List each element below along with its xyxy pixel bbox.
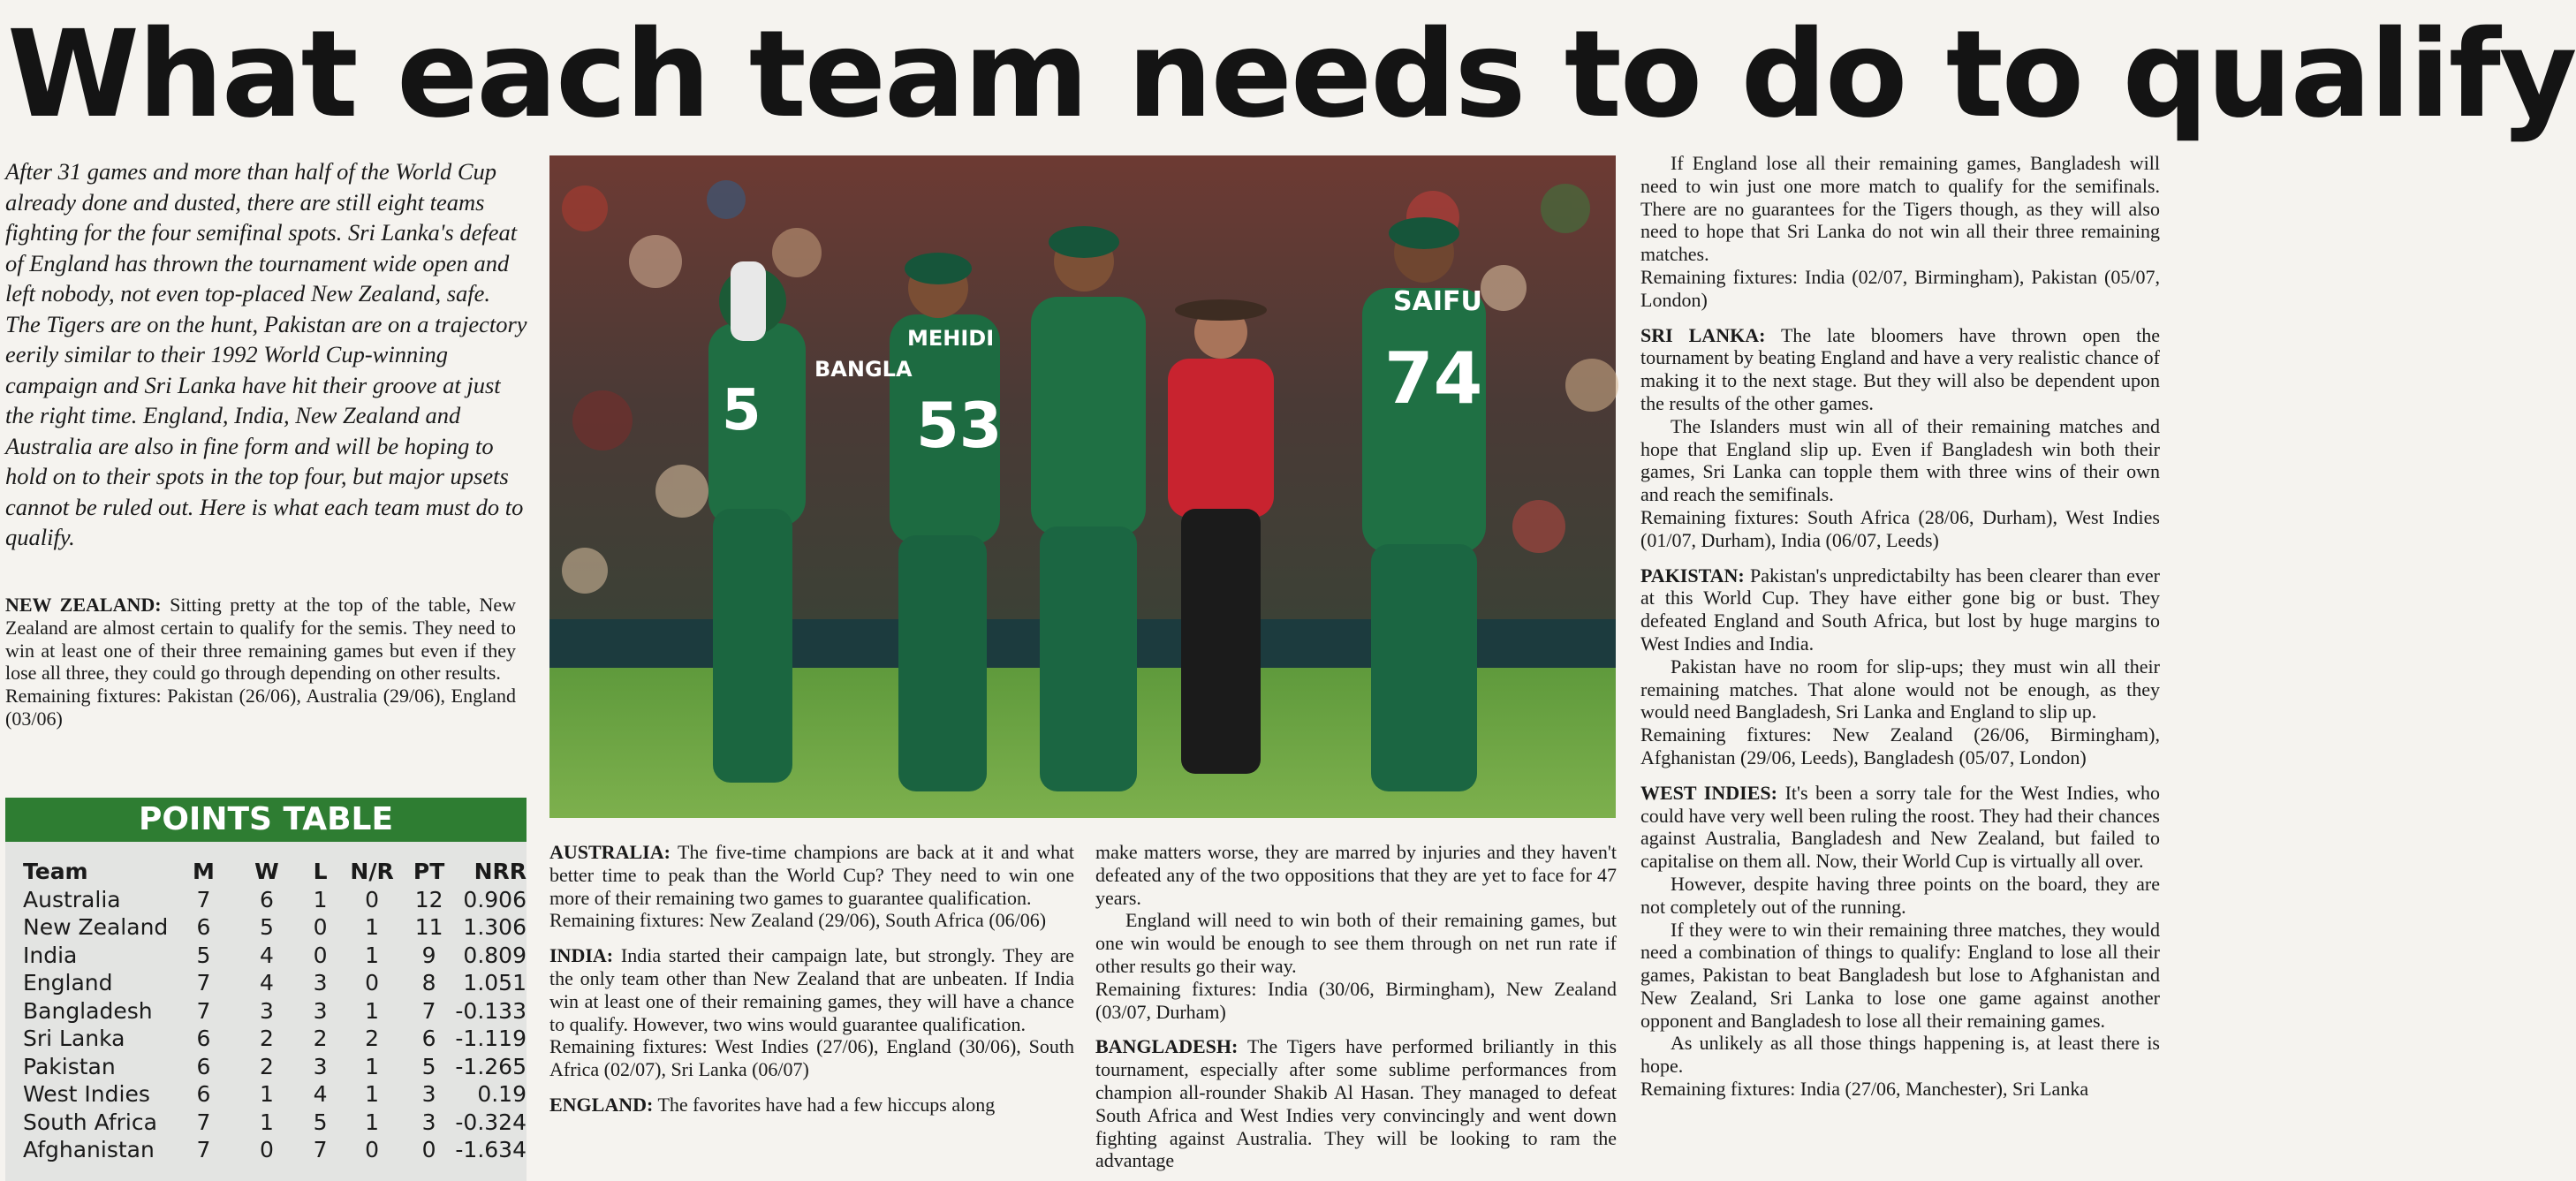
cell-lost: 3 [313,1053,328,1079]
points-table-header-row [23,858,527,886]
cell-points: 9 [421,942,436,968]
england-body: The favorites have had a few hiccups along [657,1093,996,1116]
cell-team: Sri Lanka [23,1026,125,1051]
table-row [23,1136,527,1164]
pakistan-body-2: Pakistan have no room for slip-ups; they must win all their remaining matches. That alone would not be enough, as they would need Bangladesh, Sri Lanka and England to slip up. [1640,655,2160,723]
cell-points: 12 [414,886,443,912]
col-header-lost: L [313,859,328,884]
cell-matches: 7 [196,1137,211,1162]
cell-team: Bangladesh [23,997,153,1024]
cell-won: 1 [259,1109,274,1135]
west-indies-heading: WEST INDIES: [1640,781,1777,804]
pakistan-body: Pakistan's unpredictabilty has been clearer than ever at this World Cup. They have either gone big or bust. They defeated England and South Africa, but lost by huge margins to West Indies and India. [1640,564,2161,655]
table-row [23,913,527,942]
sri-lanka-body: The late bloomers have thrown open the tournament by beating England and have a very realistic chance of making it to the next stage. But they will also be dependent upon the results of the other games. [1640,323,2160,414]
cell-lost: 0 [313,942,328,968]
sri-lanka-heading: SRI LANKA: [1640,323,1766,346]
cell-nrr: -1.119 [455,1026,527,1051]
australia-heading: AUSTRALIA: [549,841,671,863]
new-zealand-body: Sitting pretty at the top of the table, New Zealand are almost certain to qualify for the semis. They need to win at least one of their three remaining games but even if they lose all three, they could go through depending on other results. [5,594,517,685]
table-row [23,969,527,997]
cell-nrr: -1.265 [455,1053,527,1079]
cell-team: England [23,970,113,996]
cell-points: 3 [421,1109,436,1135]
cell-no-result: 0 [365,970,380,996]
west-indies-fixtures: Remaining fixtures: India (27/06, Manchester), Sri Lanka [1640,1078,2089,1101]
bangladesh-body-continued: If England lose all their remaining games, Bangladesh will need to win just one more match to qualify for the semifinals. There are no guarantees for the Tigers though, as they will also need to hope that Sri Lanka do not win all their three remaining matches. [1640,152,2160,266]
sri-lanka-body-2: The Islanders must win all of their remaining matches and hope that England slip up. Even if Bangladesh win both their games, Sri Lanka can topple them with three wins of their own and reach the semifinals. [1640,414,2160,506]
cell-matches: 7 [196,886,211,912]
india-fixtures: Remaining fixtures: West Indies (27/06), England (30/06), South Africa (02/07), Sri Lanka (06/07) [549,1035,1074,1081]
cell-matches: 7 [196,1109,211,1135]
table-row [23,1109,527,1137]
new-zealand-section [5,594,516,731]
cell-nrr: 0.19 [477,1081,527,1107]
australia-body: The five-time champions are back at it and what better time to peak than the World Cup? They need to win one more of their remaining two games to guarantee qualification. [549,841,1075,909]
cell-matches: 6 [196,914,211,940]
cell-matches: 6 [196,1081,211,1107]
cell-won: 1 [259,1081,274,1107]
england-body-continued: make matters worse, they are marred by injuries and they haven't defeated any of the two oppositions that they are yet to face for 47 years. [1095,841,1617,909]
cell-team: Afghanistan [23,1137,155,1162]
cell-team: West Indies [23,1081,150,1107]
west-indies-body-3: If they were to win their remaining three matches, they would need a combination of things to qualify: England to lose all their games, Pakistan to beat Bangladesh but lose to Afghanistan and New Zealand, Sri Lanka to lose one game against another opponent and Bangladesh to lose all their remaining games. [1640,918,2160,1032]
cell-lost: 2 [313,1026,328,1051]
cell-matches: 7 [196,997,211,1024]
cell-won: 2 [259,1026,274,1051]
cell-no-result: 2 [365,1026,380,1051]
england-fixtures: Remaining fixtures: India (30/06, Birmingham), New Zealand (03/07, Durham) [1095,977,1617,1023]
cell-lost: 7 [313,1137,328,1162]
table-row [23,886,527,914]
jersey-number-74: 74 [1384,337,1483,420]
cell-matches: 5 [196,942,211,968]
points-table-title: POINTS TABLE [5,798,527,842]
cell-lost: 0 [313,914,328,940]
cell-won: 5 [259,914,274,940]
column-two [549,841,1074,1117]
india-heading: INDIA: [549,944,614,967]
cell-points: 8 [421,970,436,996]
cell-won: 4 [259,970,274,996]
cell-nrr: -0.324 [455,1109,527,1135]
cell-no-result: 0 [365,1137,380,1162]
cell-points: 0 [421,1137,436,1162]
cell-points: 11 [414,914,443,940]
col-header-no-result: N/R [350,859,394,884]
west-indies-body-2: However, despite having three points on the board, they are not completely out of the running. [1640,872,2160,918]
cell-lost: 3 [313,997,328,1024]
column-four [1640,152,2160,1101]
cell-team: South Africa [23,1109,157,1135]
col-header-points: PT [413,859,445,884]
points-table-grid [23,858,527,1164]
india-body: India started their campaign late, but strongly. They are the only team other than New Zealand that are unbeaten. If India win at least one of their remaining games, they will have a chance to qualify. However, two wins would guarantee qualification. [549,944,1075,1035]
new-zealand-heading: NEW ZEALAND: [5,594,162,616]
photo-illustration [549,155,1616,818]
england-heading: ENGLAND: [549,1093,654,1116]
headline: What each team needs to do to qualify [7,5,2576,145]
west-indies-body: It's been a sorry tale for the West Indies, who could have very well been ruling the roost. They had their chances against Australia, Bangladesh and New Zealand, but failed to capitalise on them all. Now, their World Cup is virtually all over. [1640,781,2161,873]
cell-won: 2 [259,1053,274,1079]
col-header-matches: M [192,859,215,884]
jersey-number-5: 5 [722,378,761,443]
cell-points: 3 [421,1081,436,1107]
cell-won: 4 [259,942,274,968]
sri-lanka-fixtures: Remaining fixtures: South Africa (28/06, Durham), West Indies (01/07, Durham), India (06/07, Leeds) [1640,505,2160,551]
umpire [1168,299,1274,774]
bangladesh-heading: BANGLADESH: [1095,1035,1239,1058]
cell-nrr: 1.051 [463,970,527,996]
jersey-name-saifu: SAIFU [1393,286,1482,317]
table-row [23,1080,527,1109]
cell-won: 6 [259,886,274,912]
cell-matches: 6 [196,1053,211,1079]
cell-team: New Zealand [23,914,169,940]
cell-team: Australia [23,886,121,912]
cell-team: Pakistan [23,1053,116,1079]
cell-no-result: 1 [365,1081,380,1107]
bangladesh-fixtures: Remaining fixtures: India (02/07, Birmingham), Pakistan (05/07, London) [1640,265,2160,311]
cell-no-result: 1 [365,1109,380,1135]
cell-no-result: 1 [365,997,380,1024]
cell-nrr: -1.634 [455,1137,527,1162]
cell-lost: 1 [313,886,328,912]
cell-nrr: 0.906 [463,886,527,912]
table-row [23,942,527,970]
new-zealand-fixtures: Remaining fixtures: Pakistan (26/06), Australia (29/06), England (03/06) [5,685,516,730]
col-header-nrr: NRR [474,859,527,884]
points-table [5,842,527,1181]
col-header-team: Team [23,859,88,884]
pakistan-heading: PAKISTAN: [1640,564,1745,587]
cell-points: 7 [421,997,436,1024]
cell-matches: 7 [196,970,211,996]
australia-fixtures: Remaining fixtures: New Zealand (29/06), South Africa (06/06) [549,909,1047,932]
cell-won: 0 [259,1137,274,1162]
cell-lost: 5 [313,1109,328,1135]
table-row [23,1025,527,1053]
cell-points: 6 [421,1026,436,1051]
cell-matches: 6 [196,1026,211,1051]
cell-no-result: 0 [365,886,380,912]
cell-lost: 3 [313,970,328,996]
jersey-name-mehidi: MEHIDI [907,326,995,351]
col-header-won: W [254,859,279,884]
player-center [1031,226,1146,791]
player-keeper [708,261,806,783]
cell-nrr: -0.133 [455,997,527,1024]
table-row [23,1053,527,1081]
cell-no-result: 1 [365,1053,380,1079]
cell-points: 5 [421,1053,436,1079]
pakistan-fixtures: Remaining fixtures: New Zealand (26/06, Birmingham), Afghanistan (29/06, Leeds), Bangladesh (05/07, London) [1640,723,2160,768]
jersey-name-bangla: BANGLA [814,357,913,382]
cell-lost: 4 [313,1081,328,1107]
intro-paragraph [5,156,528,553]
bangladesh-celebration-photo [549,155,1616,818]
cell-team: India [23,942,78,968]
cell-no-result: 1 [365,914,380,940]
bangladesh-body: The Tigers have performed briliantly in this tournament, especially after some sublime performances from champion all-rounder Shakib Al Hasan. They managed to defeat South Africa and West Indies very convincingly and went down fighting against Australia. They will be looking to ram the advantage [1095,1035,1618,1172]
cell-won: 3 [259,997,274,1024]
cell-nrr: 1.306 [463,914,527,940]
cell-no-result: 1 [365,942,380,968]
intro-text: After 31 games and more than half of the World Cup already done and dusted, there are still eight teams fighting for the four semifinal spots. Sri Lanka's defeat of England has thrown the tournament wide open and left nobody, not even top-placed New Zealand, safe. The Tigers are on the hunt, Pakistan are on a trajectory eerily similar to their 1992 World Cup-winning campaign and Sri Lanka have hit their groove at just the right time. England, India, New Zealand and Australia are also in fine form and will be hoping to hold on to their spots in the top four, but major upsets cannot be ruled out. Here is what each team must do to qualify. [5,158,527,550]
column-three [1095,841,1617,1172]
west-indies-body-4: As unlikely as all those things happening is, at least there is hope. [1640,1032,2160,1078]
england-body-2: England will need to win both of their remaining games, but one win would be enough to see them through on net run rate if other results go their way. [1095,909,1617,977]
table-row [23,997,527,1026]
jersey-number-53: 53 [916,390,1003,462]
cell-nrr: 0.809 [463,942,527,968]
